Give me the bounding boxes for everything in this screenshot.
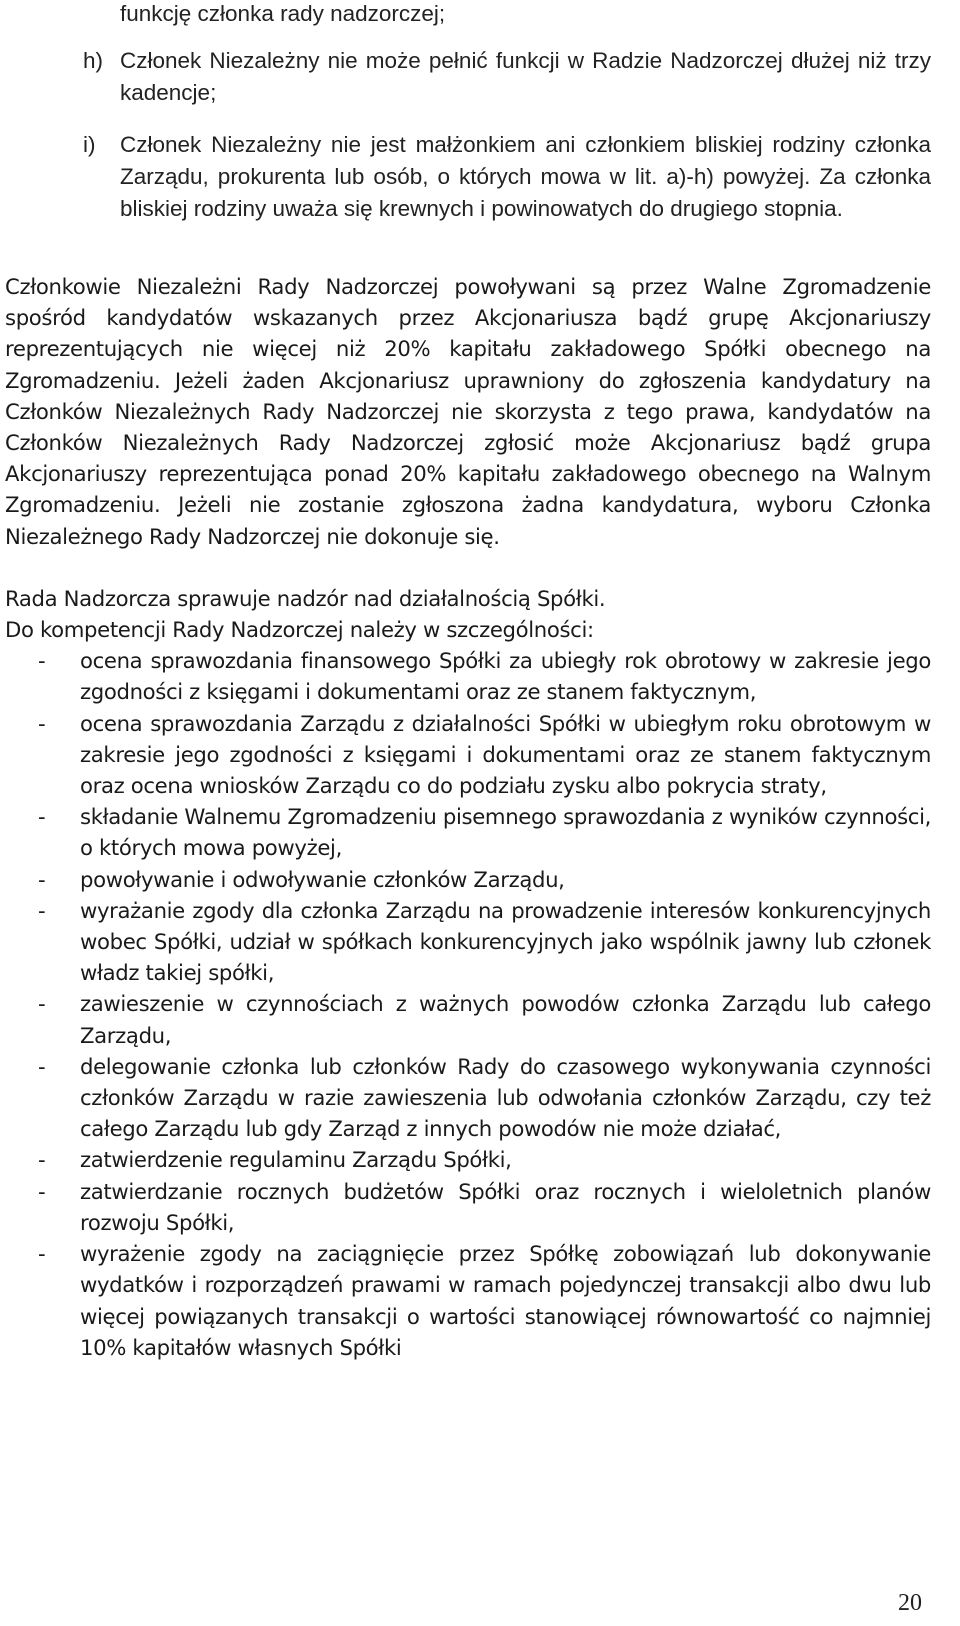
body-text xyxy=(5,271,931,1363)
page-number: 20 xyxy=(898,1590,922,1616)
list-item-text: składanie Walnemu Zgromadzeniu pisemnego sprawozdania z wyników czynności, o których mowa powyżej, xyxy=(80,804,931,861)
dash-marker: - xyxy=(38,1241,46,1267)
list-item xyxy=(5,864,931,895)
list-item xyxy=(5,1238,931,1363)
list-item-i xyxy=(83,129,931,225)
competencies-intro: Do kompetencji Rady Nadzorczej należy w szczególności: xyxy=(5,617,594,643)
list-item-text: wyrażenie zgody na zaciągnięcie przez Spółkę zobowiązań lub dokonywanie wydatków i rozporządzeń prawami w ramach pojedynczej transakcji albo dwu lub więcej powiązanych transakcji o wartości stanowiącej równowartość co najmniej 10% kapitałów własnych Spółki xyxy=(80,1241,931,1360)
list-item-text: ocena sprawozdania finansowego Spółki za ubiegły rok obrotowy w zakresie jego zgodności z księgami i dokumentami oraz ze stanem faktycznym, xyxy=(80,648,931,705)
list-item-text: wyrażanie zgody dla członka Zarządu na prowadzenie interesów konkurencyjnych wobec Spółki, udział w spółkach konkurencyjnych jako wspólnik jawny lub członek władz takiej spółki, xyxy=(80,897,931,986)
list-item-text: zatwierdzenie regulaminu Zarządu Spółki, xyxy=(80,1147,512,1173)
list-item xyxy=(5,645,931,707)
list-item-text: Członek Niezależny nie jest małżonkiem ani członkiem bliskiej rodziny członka Zarządu, prokurenta lub osób, o których mowa w lit. a)-h) powyżej. Za członka bliskiej rodziny uważa się krewnych i powinowatych do drugiego stopnia. xyxy=(120,132,931,221)
supervision-paragraph: Rada Nadzorcza sprawuje nadzór nad działalnością Spółki. xyxy=(5,585,606,611)
list-item xyxy=(5,1144,931,1175)
dash-marker: - xyxy=(38,897,46,923)
lettered-list xyxy=(83,0,931,225)
list-item-text: delegowanie członka lub członków Rady do czasowego wykonywania czynności członków Zarządu w razie zawieszenia lub odwołania członków Zarządu, czy też całego Zarządu lub gdy Zarząd z innych powodów nie może działać, xyxy=(80,1053,931,1142)
list-item xyxy=(5,1051,931,1145)
list-item xyxy=(5,895,931,989)
continuation-line: funkcję członka rady nadzorczej; xyxy=(120,1,446,26)
list-item-text: powoływanie i odwoływanie członków Zarządu, xyxy=(80,866,565,892)
competencies-list xyxy=(5,645,931,1363)
dash-marker: - xyxy=(38,648,46,674)
list-item-text: ocena sprawozdania Zarządu z działalności Spółki w ubiegłym roku obrotowym w zakresie jego zgodności z księgami i dokumentami oraz ze stanem faktycznym oraz ocena wniosków Zarządu co do podziału zysku albo pokrycia straty, xyxy=(80,710,931,799)
dash-marker: - xyxy=(38,866,46,892)
dash-marker: - xyxy=(38,1147,46,1173)
list-item xyxy=(5,801,931,863)
list-item-h xyxy=(83,45,931,109)
list-item-text: zawieszenie w czynnościach z ważnych powodów członka Zarządu lub całego Zarządu, xyxy=(80,991,931,1048)
list-item xyxy=(5,988,931,1050)
list-marker: h) xyxy=(83,48,104,73)
dash-marker: - xyxy=(38,804,46,830)
dash-marker: - xyxy=(38,710,46,736)
list-item xyxy=(5,1176,931,1238)
list-item xyxy=(5,708,931,802)
list-item-text: Członek Niezależny nie może pełnić funkcji w Radzie Nadzorczej dłużej niż trzy kadencje; xyxy=(120,48,931,105)
dash-marker: - xyxy=(38,991,46,1017)
list-item-text: zatwierdzanie rocznych budżetów Spółki oraz rocznych i wieloletnich planów rozwoju Spółki, xyxy=(80,1178,931,1235)
dash-marker: - xyxy=(38,1178,46,1204)
independent-members-paragraph: Członkowie Niezależni Rady Nadzorczej powoływani są przez Walne Zgromadzenie spośród kandydatów wskazanych przez Akcjonariusza bądź grupę Akcjonariuszy reprezentujących nie więcej niż 20% kapitału zakładowego Spółki obecnego na Zgromadzeniu. Jeżeli żaden Akcjonariusz uprawniony do zgłoszenia kandydatury na Członków Niezależnych Rady Nadzorczej nie skorzysta z tego prawa, kandydatów na Członków Niezależnych Rady Nadzorczej zgłosić może Akcjonariusz bądź grupa Akcjonariuszy reprezentująca ponad 20% kapitału zakładowego obecnego na Walnym Zgromadzeniu. Jeżeli nie zostanie zgłoszona żadna kandydatura, wyboru Członka Niezależnego Rady Nadzorczej nie dokonuje się. xyxy=(5,274,931,549)
dash-marker: - xyxy=(38,1053,46,1079)
list-marker: i) xyxy=(83,132,96,157)
